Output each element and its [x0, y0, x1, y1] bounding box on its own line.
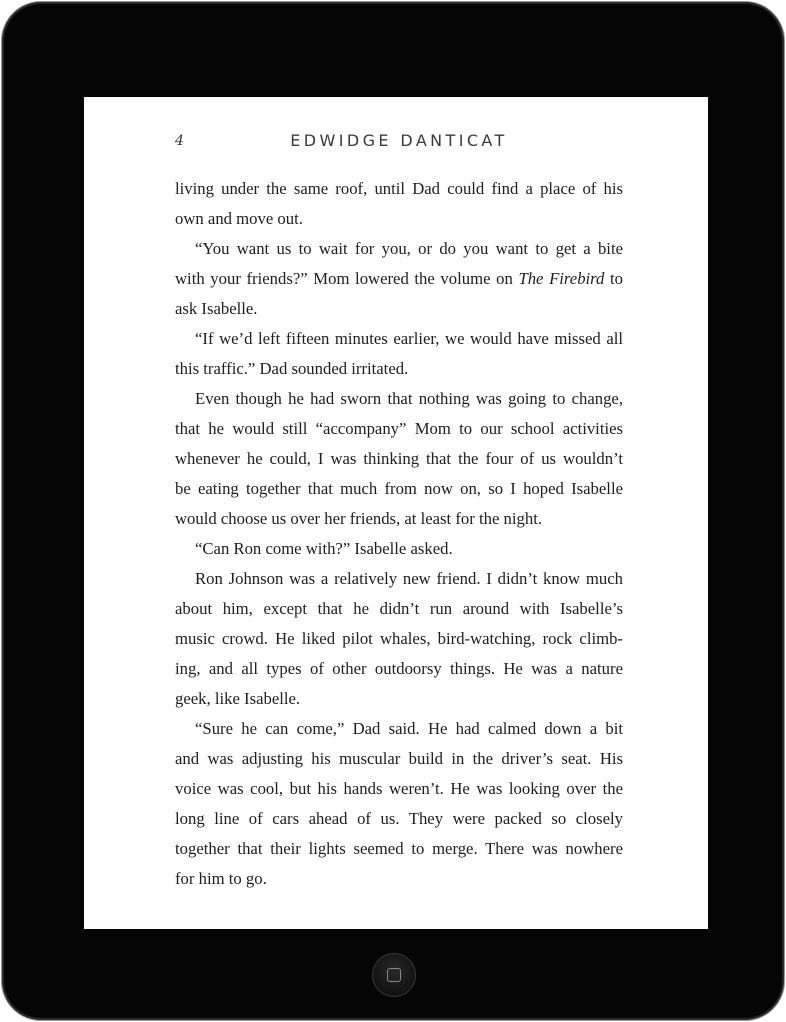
- text-segment: with your friends?” Mom lowered the volume on: [175, 269, 513, 288]
- text-line: ing, and all types of other outdoorsy things. He was a nature: [175, 659, 623, 678]
- text-line: for him to go.: [175, 869, 267, 888]
- text-line: this traffic.” Dad sounded irritated.: [175, 359, 409, 378]
- text-line: Ron Johnson was a relatively new friend. I didn’t know much: [195, 569, 623, 588]
- text-line: “If we’d left fifteen minutes earlier, we would have missed all: [195, 329, 623, 348]
- text-line: whenever he could, I was thinking that the four of us wouldn’t: [175, 449, 623, 468]
- text-line: be eating together that much from now on, so I hoped Isabelle: [175, 479, 623, 498]
- text-line: music crowd. He liked pilot whales, bird-watching, rock climb-: [175, 629, 623, 648]
- text-line: that he would still “accompany” Mom to our school activities: [175, 419, 623, 438]
- text-line: own and move out.: [175, 209, 303, 228]
- italic-title: The Firebird: [518, 269, 605, 288]
- tablet-frame: [1, 1, 785, 1021]
- reader-page[interactable]: [84, 97, 708, 929]
- text-line: geek, like Isabelle.: [175, 689, 301, 708]
- text-line: long line of cars ahead of us. They were packed so closely: [175, 809, 623, 828]
- text-line: ask Isabelle.: [175, 299, 258, 318]
- home-square-icon: [387, 968, 401, 982]
- text-line: “Can Ron come with?” Isabelle asked.: [195, 539, 453, 558]
- text-line: living under the same roof, until Dad could find a place of his: [175, 179, 623, 198]
- text-line: Even though he had sworn that nothing was going to change,: [195, 389, 623, 408]
- home-button[interactable]: [372, 953, 416, 997]
- text-segment: to: [610, 269, 624, 288]
- running-head: [84, 133, 708, 155]
- text-line: about him, except that he didn’t run around with Isabelle’s: [175, 599, 623, 618]
- book-text: [175, 174, 623, 894]
- page-number: 4: [175, 133, 184, 149]
- text-line: together that their lights seemed to merge. There was nowhere: [175, 839, 623, 858]
- running-head-author: EDWIDGE DANTICAT: [290, 131, 508, 150]
- text-line: and was adjusting his muscular build in the driver’s seat. His: [175, 749, 623, 768]
- text-line: [175, 264, 623, 294]
- text-line: voice was cool, but his hands weren’t. He was looking over the: [175, 779, 623, 798]
- text-line: “You want us to wait for you, or do you want to get a bite: [195, 239, 623, 258]
- text-line: would choose us over her friends, at least for the night.: [175, 509, 543, 528]
- text-line: “Sure he can come,” Dad said. He had calmed down a bit: [195, 719, 623, 738]
